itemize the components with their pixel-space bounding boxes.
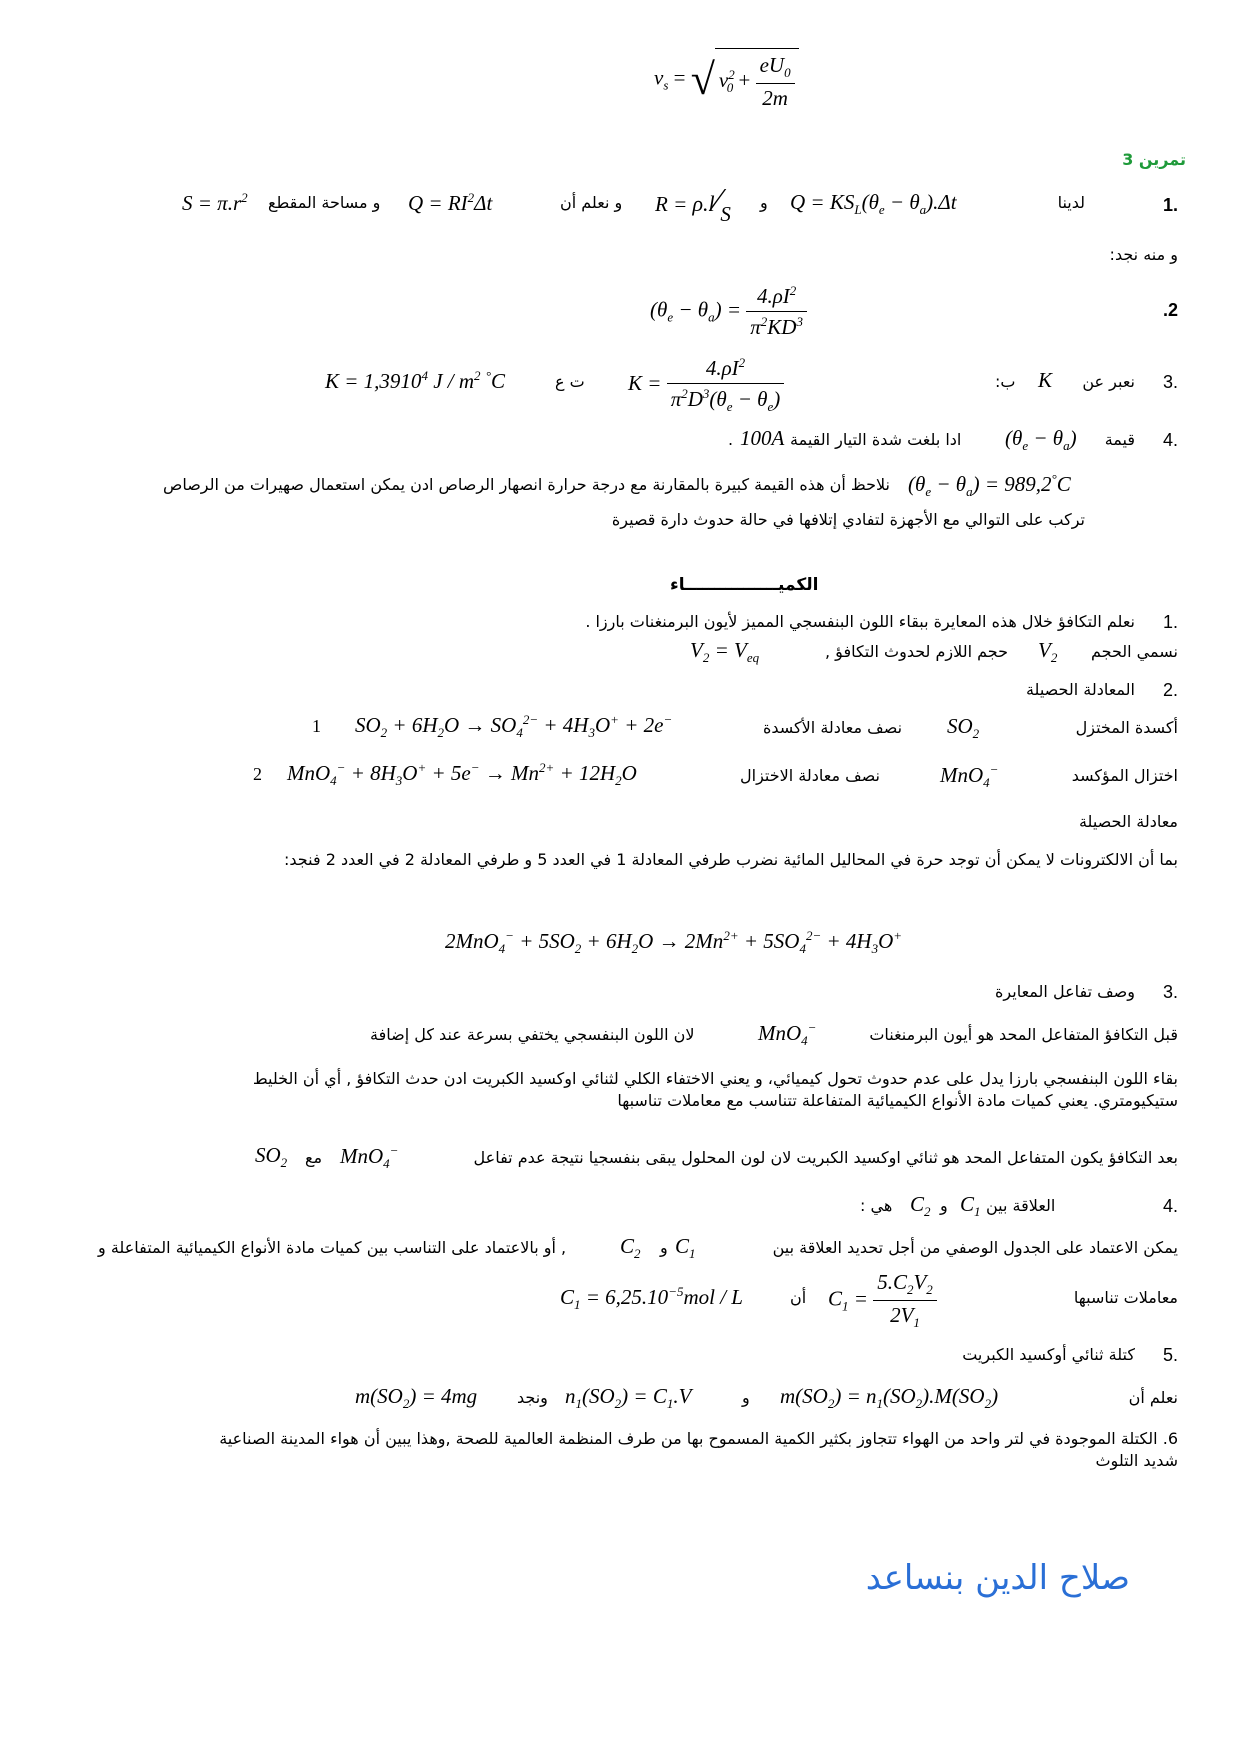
item-3-by: ب: [995, 372, 1016, 391]
relation-text-2: , أو بالاعتماد على التناسب بين كميات مادة الأنواع الكيميائية المتفاعلة و [98, 1238, 567, 1257]
exercise-3-title: تمرين 3 [1122, 150, 1186, 169]
item-2-number: .2 [1162, 300, 1178, 320]
chem-6-text-2: شديد التلوث [1095, 1451, 1178, 1470]
formula-mass-value: $m(SO_2) = 4mg$ [355, 1384, 478, 1412]
item-4-theta: $(\theta_e - \theta_a)$ [1005, 426, 1077, 454]
note-text-2: تركب على التوالي مع الأجهزة لتفادي إتلافها في حالة حدوث دارة قصيرة [611, 510, 1085, 529]
relation-text-1: يمكن الاعتماد على الجدول الوصفي من أجل تحديد العلاقة بين [772, 1238, 1178, 1257]
chem-5-title: كتلة ثنائي أوكسيد الكبريت [962, 1345, 1135, 1364]
item-3-numerical-app: ت ع [555, 372, 585, 391]
relation-c1: $C_1$ [675, 1234, 696, 1262]
persist-line-2: ستيكيومتري. يعني كميات مادة الأنواع الكيميائية المتفاعلة تتناسب مع معاملات تناسبها [617, 1091, 1178, 1110]
item-4-dot: . [728, 430, 734, 449]
item-4-number: 4. [1162, 430, 1178, 450]
item-3-express: نعبر عن [1082, 372, 1135, 391]
formula-r: R = ρ.l⁄S [655, 182, 731, 226]
note-text: نلاحظ أن هذه القيمة كبيرة بالمقارنة مع درجة حرارة انصهار الرصاص ادن يمكن استعمال صهيرات من الرصاص [163, 475, 890, 494]
note-theta-value: $(\theta_e - \theta_a) = 989,2^\circ C$ [908, 471, 1071, 500]
chem-4-relation: العلاقة بين [986, 1196, 1056, 1215]
formula-n1: $n_1(SO_2) = C_1.V$ [565, 1384, 692, 1412]
item-1-we-know: و نعلم أن [560, 193, 623, 212]
formula-k-value: $K = 1,3910^4$ J / $m^2$ °C [325, 368, 505, 393]
after-equiv-text: بعد التكافؤ يكون المتفاعل المحد هو ثنائي اوكسيد الكبريت لان لون المحلول يبقى بنفسجيا نتيجة عدم تفاعل [473, 1148, 1178, 1167]
chem-2-title: المعادلة الحصيلة [1025, 680, 1135, 699]
mass-and: و [742, 1388, 750, 1407]
item-4-current: 100A [740, 426, 785, 450]
chem-2-number: 2. [1162, 680, 1178, 700]
bilan-label: معادلة الحصيلة [1078, 812, 1178, 831]
after-equiv-species-1: MnO$_4$− [340, 1143, 399, 1172]
item-3-k-symbol: K [1038, 368, 1053, 392]
formula-c1-value: $C_1 = 6,25.10^{-5}mol / L$ [560, 1284, 743, 1313]
persist-line-1: بقاء اللون البنفسجي بارزا يدل على عدم حدوث تحول كيميائي، و يعني الاختفاء الكلي لثنائي اوكسيد الكبريت ادن حدث التكافؤ , أي أن الخليط [252, 1069, 1178, 1088]
electrons-text: بما أن الالكترونات لا يمكن أن توجد حرة في المحاليل المائية نضرب طرفي المعادلة 1 في العدد 5 و طرفي المعادلة 2 في العدد 2 فنجد: [284, 850, 1178, 869]
oxidation-eq-number: 1 [312, 716, 321, 736]
formula-q-ksl: $Q = KS_L(\theta_e - \theta_a).\Delta t$ [790, 190, 957, 218]
before-equiv-text-2: لان اللون البنفسجي يختفي بسرعة عند كل إضافة [370, 1025, 695, 1044]
reduction-equation: $MnO_4^- + 8H_3O^+ + 5e^- \to Mn^{2+} + 12H_2O$ [287, 760, 637, 789]
chem-1-text: نعلم التكافؤ خلال هذه المعايرة ببقاء اللون البنفسجي المميز لأيون البرمنغنات بارزا . [585, 612, 1135, 631]
chem-3-number: 3. [1162, 982, 1178, 1002]
formula-k: K = $\frac{4.\rho I^2}{\pi^2D^3(\theta_e - \theta_e)}$ [628, 355, 784, 415]
reduction-label: اختزال المؤكسد [1071, 766, 1178, 785]
chem-6-text-1: الكتلة الموجودة في لتر واحد من الهواء تتجاوز بكثير الكمية المسموح بها من طرف المنظمة العالمية للصحة ,وهذا يبين أن هواء المدينة الصناعية [219, 1429, 1158, 1448]
item-1-section-area: و مساحة المقطع [268, 193, 381, 212]
chem-3-title: وصف تفاعل المعايرة [995, 982, 1135, 1001]
formula-theta-diff: $(\theta_e - \theta_a)$ = $\frac{4.\rho I^2}{\pi^2KD^3}$ [650, 283, 807, 340]
formula-q-ri2: $Q = RI^2\Delta t$ [408, 190, 493, 215]
relation-and: و [660, 1238, 668, 1257]
reduction-species: MnO$_4$− [940, 762, 999, 791]
chem-4-number: 4. [1162, 1196, 1178, 1216]
reduction-eq-number: 2 [253, 764, 262, 784]
formula-mass: $m(SO_2) = n_1(SO_2).M(SO_2)$ [780, 1384, 999, 1412]
chem-4-is: هي : [860, 1196, 893, 1215]
chem-v2-symbol: $V_2$ [1038, 638, 1058, 666]
reduction-half-label: نصف معادلة الاختزال [740, 766, 880, 785]
after-equiv-species-2: $SO_2$ [255, 1143, 288, 1171]
chem-4-and: و [940, 1196, 948, 1215]
chem-6-paragraph [88, 1428, 1178, 1472]
chem-1-number: 1. [1162, 612, 1178, 632]
formula-v2-veq: $V_2 = V_{eq}$ [690, 638, 760, 666]
oxidation-label: أكسدة المختزل [1075, 718, 1178, 737]
relation-that: أن [790, 1288, 807, 1307]
formula-s: $S = \pi.r^2$ [182, 190, 248, 215]
relation-c2: $C_2$ [620, 1234, 641, 1262]
chem-6-number: 6. [1162, 1429, 1178, 1448]
relation-coeffs: معاملات تناسبها [1073, 1288, 1178, 1307]
chemistry-title: الكميــــــــــــــــاء [670, 575, 819, 595]
item-3-number: 3. [1162, 372, 1178, 392]
persist-text [140, 1068, 1178, 1112]
author-signature: صلاح الدين بنساعد [865, 1558, 1130, 1598]
oxidation-half-label: نصف معادلة الأكسدة [763, 718, 903, 737]
oxidation-species: $SO_2$ [947, 714, 980, 742]
item-1-label-lidina: لدينا [1057, 193, 1085, 212]
oxidation-equation: $SO_2 + 6H_2O \to SO_4^{2-} + 4H_3O^+ + 2e^-$ [355, 712, 673, 741]
mass-we-know: نعلم أن [1128, 1388, 1178, 1407]
item-1-and: و [760, 193, 768, 212]
item-1-then: و منه نجد: [1109, 245, 1178, 264]
overall-equation: $2MnO_4^- + 5SO_2 + 6H_2O \to 2Mn^{2+} + 5SO_4^{2-} + 4H_3O^+$ [445, 928, 903, 957]
formula-c1: $C_1$ = $\frac{5.C_2V_2}{2V_1}$ [828, 1270, 937, 1331]
item-4-when: ادا بلغت شدة التيار القيمة [790, 430, 962, 449]
chem-5-number: 5. [1162, 1345, 1178, 1365]
chem-1-equiv: حجم اللازم لحدوث التكافؤ , [825, 642, 1008, 661]
chem-4-c1: $C_1$ [960, 1192, 981, 1220]
mass-we-find: ونجد [517, 1388, 548, 1407]
after-equiv-with: مع [305, 1148, 323, 1167]
chem-4-c2: $C_2$ [910, 1192, 931, 1220]
before-equiv-species: MnO$_4$− [758, 1020, 817, 1049]
before-equiv-text: قبل التكافؤ المتفاعل المحد هو أيون البرمنغنات [869, 1025, 1178, 1044]
top-formula: $v_s$ = √ $v^2_0$ + $\frac{eU_0}{2m}$ [654, 48, 799, 111]
item-4-value-of: قيمة [1104, 430, 1135, 449]
item-1-number: 1. [1162, 195, 1178, 215]
chem-1-volume: نسمي الحجم [1090, 642, 1178, 661]
